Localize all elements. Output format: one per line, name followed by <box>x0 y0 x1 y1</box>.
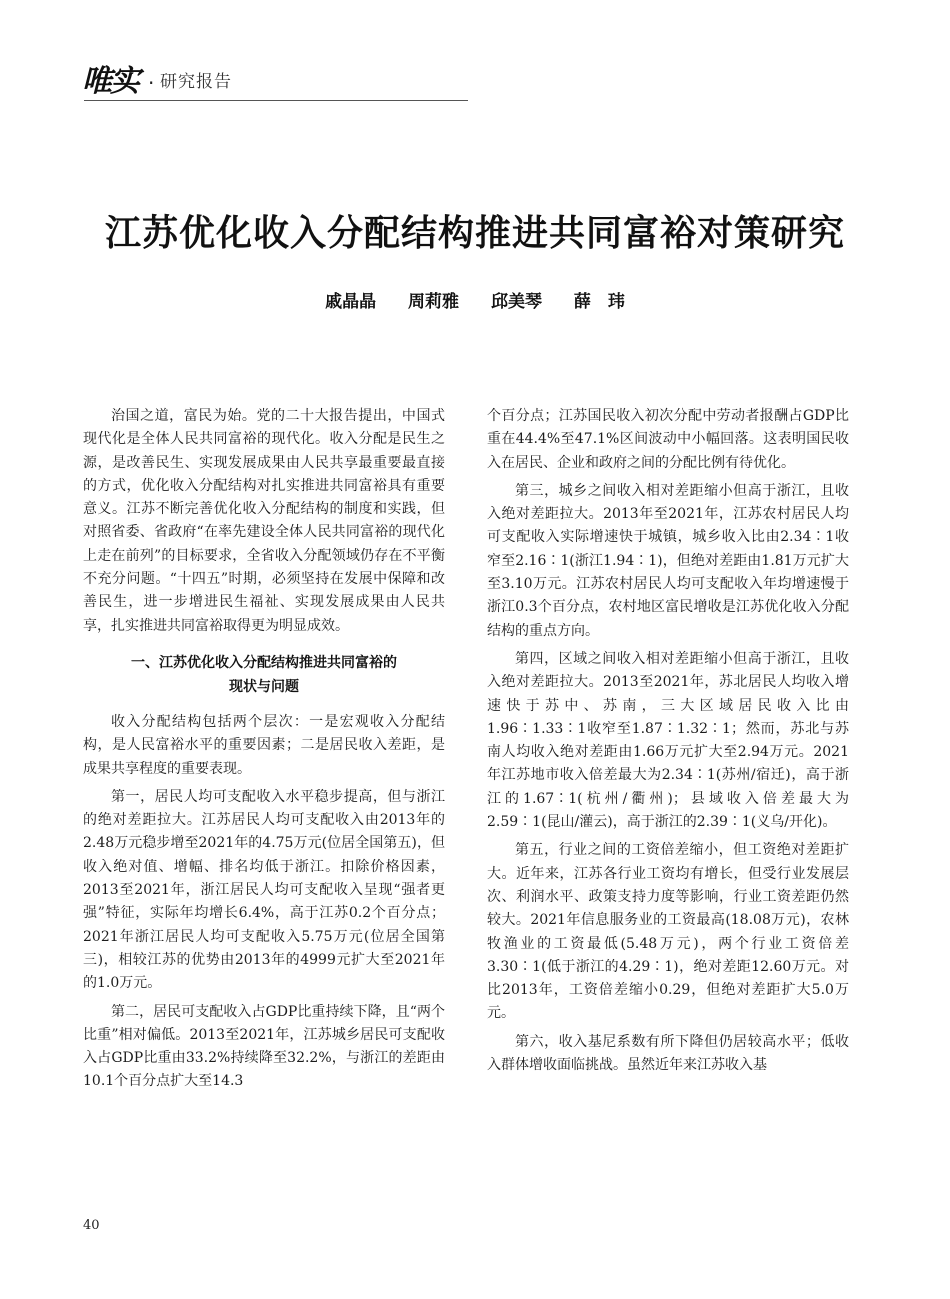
journal-logo: 唯实 <box>82 64 138 99</box>
paragraph-continued: 个百分点；江苏国民收入初次分配中劳动者报酬占GDP比重在44.4%至47.1%区间波动中小幅回落。这表明国民收入在居民、企业和政府之间的分配比例有待优化。 <box>487 408 849 471</box>
author-name: 周莉雅 <box>408 292 460 312</box>
paragraph-point-4: 第四，区域之间收入相对差距缩小但高于浙江，且收入绝对差距拉大。2013至2021年，苏北居民人均收入增速快于苏中、苏南，三大区域居民收入比由1.96∶1.33∶1收窄至1.87∶1.32∶1；然而，苏北与苏南人均收入绝对差距由1.66万元扩大至2.94万元。2021年江苏地市收入倍差最大为2.34∶1(苏州/宿迁)，高于浙江的1.67∶1(杭州/衢州)；县域收入倍差最大为2.59∶1(昆山/灌云)，高于浙江的2.39∶1(义乌/开化)。 <box>487 650 849 831</box>
right-column <box>487 405 849 1077</box>
paragraph-point-2: 第二，居民可支配收入占GDP比重持续下降，且“两个比重”相对偏低。2013至2021年，江苏城乡居民可支配收入占GDP比重由33.2%持续降至32.2%，与浙江的差距由10.1个百分点扩大至14.3 <box>83 1003 445 1090</box>
section-heading-line2: 现状与问题 <box>229 678 299 695</box>
author-name: 邱美琴 <box>490 292 542 312</box>
section-heading <box>83 651 445 699</box>
paragraph-intro: 治国之道，富民为始。党的二十大报告提出，中国式现代化是全体人民共同富裕的现代化。收入分配是民生之源，是改善民生、实现发展成果由人民共享最重要最直接的方式，优化收入分配结构对扎实推进共同富裕具有重要意义。江苏不断完善优化收入分配结构的制度和实践，但对照省委、省政府“在率先建设全体人民共同富裕的现代化上走在前列”的目标要求，全省收入分配领域仍存在不平衡不充分问题。“十四五”时期，必须坚持在发展中保障和改善民生，进一步增进民生福祉、实现发展成果由人民共享，扎实推进共同富裕取得更为明显成效。 <box>83 408 445 634</box>
running-header <box>82 62 468 102</box>
paragraph-structure: 收入分配结构包括两个层次：一是宏观收入分配结构，是人民富裕水平的重要因素；二是居民收入差距，是成果共享程度的重要表现。 <box>83 713 445 777</box>
section-label: 研究报告 <box>160 72 232 92</box>
header-separator-dot: · <box>148 71 155 95</box>
left-column <box>83 405 445 1094</box>
paragraph-point-3: 第三，城乡之间收入相对差距缩小但高于浙江，且收入绝对差距拉大。2013年至2021年，江苏农村居民人均可支配收入实际增速快于城镇，城乡收入比由2.34∶1收窄至2.16∶1(浙江1.94∶1)，但绝对差距由1.81万元扩大至3.10万元。江苏农村居民人均可支配收入年均增速慢于浙江0.3个百分点，农村地区富民增收是江苏优化收入分配结构的重点方向。 <box>487 482 849 639</box>
paragraph-point-5: 第五，行业之间的工资倍差缩小，但工资绝对差距扩大。近年来，江苏各行业工资均有增长，但受行业发展层次、利润水平、政策支持力度等影响，行业工资差距仍然较大。2021年信息服务业的工资最高(18.08万元)，农林牧渔业的工资最低(5.48万元)，两个行业工资倍差3.30∶1(低于浙江的4.29∶1)，绝对差距12.60万元。对比2013年，工资倍差缩小0.29，但绝对差距扩大5.0万元。 <box>487 842 849 1022</box>
author-name: 戚晶晶 <box>325 292 377 312</box>
header-rule <box>84 100 468 101</box>
paragraph-point-1: 第一，居民人均可支配收入水平稳步提高，但与浙江的绝对差距拉大。江苏居民人均可支配收入由2013年的2.48万元稳步增至2021年的4.75万元(位居全国第五)，但收入绝对值、增幅、排名均低于浙江。扣除价格因素，2013至2021年，浙江居民人均可支配收入呈现“强者更强”特征，实际年均增长6.4%，高于江苏0.2个百分点；2021年浙江居民人均可支配收入5.75万元(位居全国第三)，相较江苏的优势由2013年的4999元扩大至2021年的1.0万元。 <box>83 788 445 992</box>
author-name: 薛 玮 <box>573 292 625 312</box>
article-title: 江苏优化收入分配结构推进共同富裕对策研究 <box>104 213 845 254</box>
section-heading-line1: 一、江苏优化收入分配结构推进共同富裕的 <box>131 654 397 671</box>
page-number: 40 <box>83 1218 100 1233</box>
paragraph-point-6: 第六，收入基尼系数有所下降但仍居较高水平；低收入群体增收面临挑战。虽然近年来江苏收入基 <box>487 1033 849 1074</box>
author-list <box>0 287 950 312</box>
